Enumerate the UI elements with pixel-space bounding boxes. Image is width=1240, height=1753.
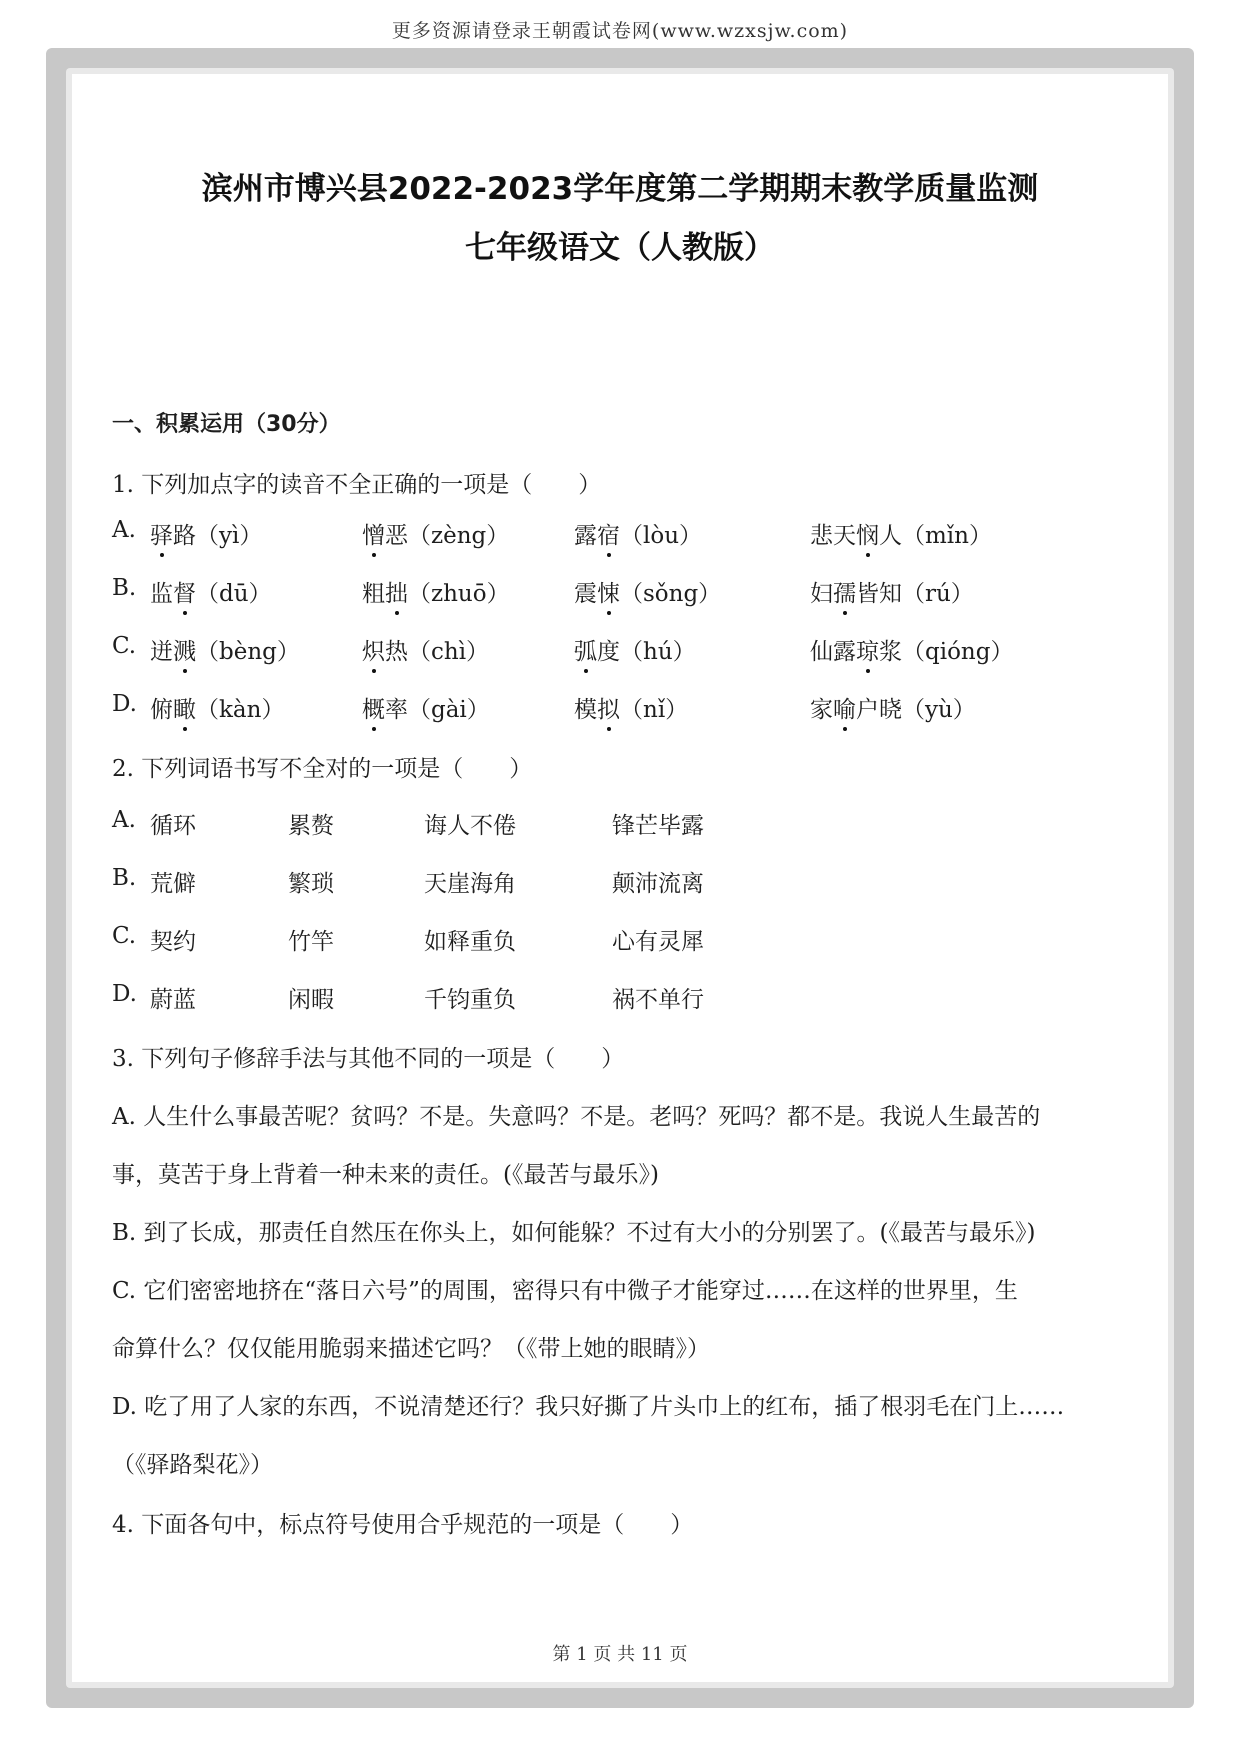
word-prefix: 监 (150, 581, 173, 607)
word-option: 锋芒毕露 (612, 813, 704, 839)
word-prefix: 粗 (362, 581, 385, 607)
word-suffix-pinyin: 户晓（yù） (856, 697, 976, 723)
word-suffix-pinyin: 浆（qióng） (879, 639, 1014, 665)
word-suffix-pinyin: （dū） (196, 581, 272, 607)
pinyin-option (362, 575, 510, 608)
word-suffix-pinyin: （zhuō） (408, 581, 510, 607)
word-option: 蔚蓝 (150, 987, 196, 1013)
question-1-stem: 1. 下列加点字的读音不全正确的一项是（ ） (112, 472, 602, 498)
word-prefix: 仙露 (810, 639, 856, 665)
option-letter: C. (112, 923, 137, 949)
word-prefix: 震 (574, 581, 597, 607)
option-letter: D. (112, 691, 137, 717)
question-3-option-d-cont: （《驿路梨花》） (112, 1452, 273, 1478)
word-prefix: 露 (574, 523, 597, 549)
dotted-character: 瞰 (173, 691, 196, 724)
word-option: 荒僻 (150, 871, 196, 897)
word-prefix: 家 (810, 697, 833, 723)
pinyin-option (574, 691, 688, 724)
word-suffix-pinyin: 人（mǐn） (879, 523, 992, 549)
word-prefix: 俯 (150, 697, 173, 723)
dotted-character: 宿 (597, 517, 620, 550)
question-3-option-a: A. 人生什么事最苦呢？贫吗？不是。失意吗？不是。老吗？死吗？都不是。我说人生最苦的 (112, 1104, 1041, 1130)
dotted-character: 拙 (385, 575, 408, 608)
question-3-option-d: D. 吃了用了人家的东西，不说清楚还行？我只好撕了片头巾上的红布，插了根羽毛在门上…… (112, 1394, 1065, 1420)
dotted-character: 琼 (856, 633, 879, 666)
pinyin-option (810, 691, 976, 724)
word-prefix: 迸 (150, 639, 173, 665)
pinyin-option (150, 633, 300, 666)
word-option: 祸不单行 (612, 987, 704, 1013)
option-letter: C. (112, 633, 137, 659)
option-letter: B. (112, 575, 137, 601)
word-suffix-pinyin: 路（yì） (173, 523, 263, 549)
pinyin-option (362, 517, 509, 550)
word-suffix-pinyin: （sǒng） (620, 581, 722, 607)
word-suffix-pinyin: （lòu） (620, 523, 703, 549)
pinyin-option (150, 517, 262, 550)
question-3-option-c-cont: 命算什么？仅仅能用脆弱来描述它吗？（《带上她的眼睛》） (112, 1336, 710, 1362)
dotted-character: 溅 (173, 633, 196, 666)
question-2-stem: 2. 下列词语书写不全对的一项是（ ） (112, 756, 533, 782)
question-3-option-b: B. 到了长成，那责任自然压在你头上，如何能躲？不过有大小的分别罢了。(《最苦与最乐》) (112, 1220, 1036, 1246)
option-letter: B. (112, 865, 137, 891)
dotted-character: 悯 (856, 517, 879, 550)
question-4-stem: 4. 下面各句中，标点符号使用合乎规范的一项是（ ） (112, 1512, 694, 1538)
exam-title: 滨州市博兴县2022-2023学年度第二学期期末教学质量监测 (201, 171, 1039, 207)
dotted-character: 概 (362, 691, 385, 724)
dotted-character: 悚 (597, 575, 620, 608)
exam-subtitle: 七年级语文（人教版） (465, 230, 775, 266)
word-suffix-pinyin: 率（gài） (385, 697, 490, 723)
question-3-option-a-cont: 事，莫苦于身上背着一种未来的责任。(《最苦与最乐》) (112, 1162, 659, 1188)
question-3-option-c: C. 它们密密地挤在“落日六号”的周围，密得只有中微子才能穿过……在这样的世界里，生 (112, 1278, 1018, 1304)
dotted-character: 督 (173, 575, 196, 608)
word-option: 心有灵犀 (612, 929, 704, 955)
dotted-character: 拟 (597, 691, 620, 724)
word-option: 千钧重负 (424, 987, 516, 1013)
word-suffix-pinyin: （kàn） (196, 697, 285, 723)
dotted-character: 弧 (574, 633, 597, 666)
pinyin-option (362, 633, 489, 666)
word-option: 闲暇 (288, 987, 334, 1013)
pinyin-option (150, 575, 272, 608)
dotted-character: 孺 (833, 575, 856, 608)
pinyin-option (810, 517, 992, 550)
header-banner: 更多资源请登录王朝霞试卷网(www.wzxsjw.com) (391, 20, 849, 42)
dotted-character: 憎 (362, 517, 385, 550)
word-option: 天崖海角 (424, 871, 516, 897)
word-option: 繁琐 (288, 871, 334, 897)
word-suffix-pinyin: （nǐ） (620, 697, 689, 723)
question-3-stem: 3. 下列句子修辞手法与其他不同的一项是（ ） (112, 1046, 625, 1072)
page-number: 第 1 页 共 11 页 (552, 1644, 688, 1665)
option-letter: A. (112, 807, 136, 833)
pinyin-option (574, 517, 702, 550)
dotted-character: 炽 (362, 633, 385, 666)
pinyin-option (810, 575, 974, 608)
pinyin-option (810, 633, 1013, 666)
pinyin-option (574, 575, 721, 608)
word-prefix: 模 (574, 697, 597, 723)
word-option: 累赘 (288, 813, 334, 839)
word-prefix: 妇 (810, 581, 833, 607)
option-letter: D. (112, 981, 137, 1007)
word-option: 契约 (150, 929, 196, 955)
word-option: 竹竿 (288, 929, 334, 955)
option-letter: A. (112, 517, 136, 543)
word-suffix-pinyin: 热（chì） (385, 639, 490, 665)
pinyin-option (362, 691, 490, 724)
word-option: 如释重负 (424, 929, 516, 955)
pinyin-option (150, 691, 284, 724)
word-suffix-pinyin: 恶（zèng） (385, 523, 510, 549)
section-heading: 一、积累运用（30分） (112, 412, 341, 437)
word-suffix-pinyin: （bèng） (196, 639, 300, 665)
dotted-character: 驿 (150, 517, 173, 550)
word-prefix: 悲天 (810, 523, 856, 549)
pinyin-option (574, 633, 696, 666)
word-suffix-pinyin: 皆知（rú） (856, 581, 974, 607)
dotted-character: 喻 (833, 691, 856, 724)
word-suffix-pinyin: 度（hú） (597, 639, 696, 665)
word-option: 循环 (150, 813, 196, 839)
word-option: 颠沛流离 (612, 871, 704, 897)
word-option: 诲人不倦 (424, 813, 516, 839)
